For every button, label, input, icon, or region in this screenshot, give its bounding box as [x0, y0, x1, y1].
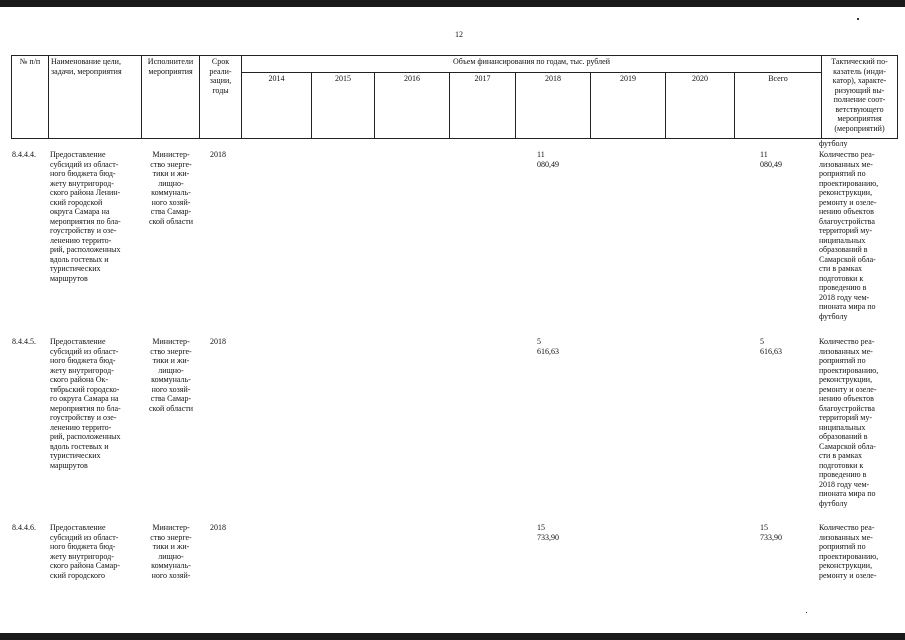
row-indicator: Количество реа- лизованных ме- роприятий по проектированию, реконструкции, ремонту и озеле- нению объектов благоустройства территорий му- ниципальных образований в Самарской обла- сти в рамках подготовки к проведению в 2018 году чем- пионата мира по футболу [819, 337, 879, 508]
row-name: Предоставление субсидий из област- ного бюджета бюд- жету внутригород- ского района Самар- ский городского [50, 523, 120, 580]
row-term: 2018 [210, 523, 226, 532]
row-term: 2018 [210, 150, 226, 159]
row-number: 8.4.4.6. [12, 523, 36, 532]
row-number: 8.4.4.4. [12, 150, 36, 159]
header-year-2018: 2018 [516, 72, 591, 138]
header-col-executor: Исполнители мероприятия [142, 56, 200, 139]
row-funding-total: 5 616,63 [760, 337, 782, 356]
row-executor: Министер- ство энерге- тики и жи- лищно- коммуналь- ного хозяй- ства Самар- ской области [148, 150, 194, 226]
top-scan-border [0, 0, 905, 7]
row-executor: Министер- ство энерге- тики и жи- лищно- коммуналь- ного хозяй- [150, 523, 192, 580]
header-col-number: № п/п [12, 56, 49, 139]
scan-speck [806, 612, 807, 613]
row-funding-total: 11 080,49 [760, 150, 782, 169]
header-year-2019: 2019 [591, 72, 666, 138]
header-year-2020: 2020 [666, 72, 735, 138]
indicator-continuation: футболу [819, 139, 848, 148]
page-number: 12 [455, 30, 463, 39]
header-total: Всего [735, 72, 822, 138]
header-year-2015: 2015 [312, 72, 375, 138]
header-col-indicator: Тактический по- казатель (инди- катор), характе- ризующий вы- полнение соот- ветствующего мероприятия (мероприятий) [822, 56, 898, 139]
header-col-name: Наименование цели, задачи, мероприятия [49, 56, 142, 139]
header-year-2017: 2017 [450, 72, 516, 138]
scan-speck [857, 18, 859, 20]
row-name: Предоставление субсидий из област- ного бюджета бюд- жету внутригород- ского района Ок- тябрьский городско- го округа Самара на мероприятия по бла- гоустройству и озе- ленению террито- рий, расположенных вдоль гостевых и туристических маршрутов [50, 337, 121, 470]
table-header [11, 55, 898, 139]
row-funding-2018: 5 616,63 [537, 337, 559, 356]
row-name: Предоставление субсидий из област- ного бюджета бюд- жету внутригород- ского района Ленин- ский городской округа Самара на мероприятия по бла- гоустройству и озе- ленению террито- рий, расположенных вдоль гостевых и туристических маршрутов [50, 150, 121, 283]
row-indicator: Количество реа- лизованных ме- роприятий по проектированию, реконструкции, ремонту и озеле- нению объектов благоустройства территорий му- ниципальных образований в Самарской обла- сти в рамках подготовки к проведению в 2018 году чем- пионата мира по футболу [819, 150, 879, 321]
bottom-scan-border [0, 633, 905, 640]
row-funding-total: 15 733,90 [760, 523, 782, 542]
row-funding-2018: 11 080,49 [537, 150, 559, 169]
header-year-2014: 2014 [242, 72, 312, 138]
row-number: 8.4.4.5. [12, 337, 36, 346]
header-year-2016: 2016 [375, 72, 450, 138]
header-col-term: Срок реали- зации, годы [200, 56, 242, 139]
row-indicator: Количество реа- лизованных ме- роприятий по проектированию, реконструкции, ремонту и озеле- [819, 523, 879, 580]
row-funding-2018: 15 733,90 [537, 523, 559, 542]
header-col-funding: Объем финансирования по годам, тыс. рублей [242, 56, 822, 73]
row-term: 2018 [210, 337, 226, 346]
row-executor: Министер- ство энерге- тики и жи- лищно- коммуналь- ного хозяй- ства Самар- ской области [148, 337, 194, 413]
